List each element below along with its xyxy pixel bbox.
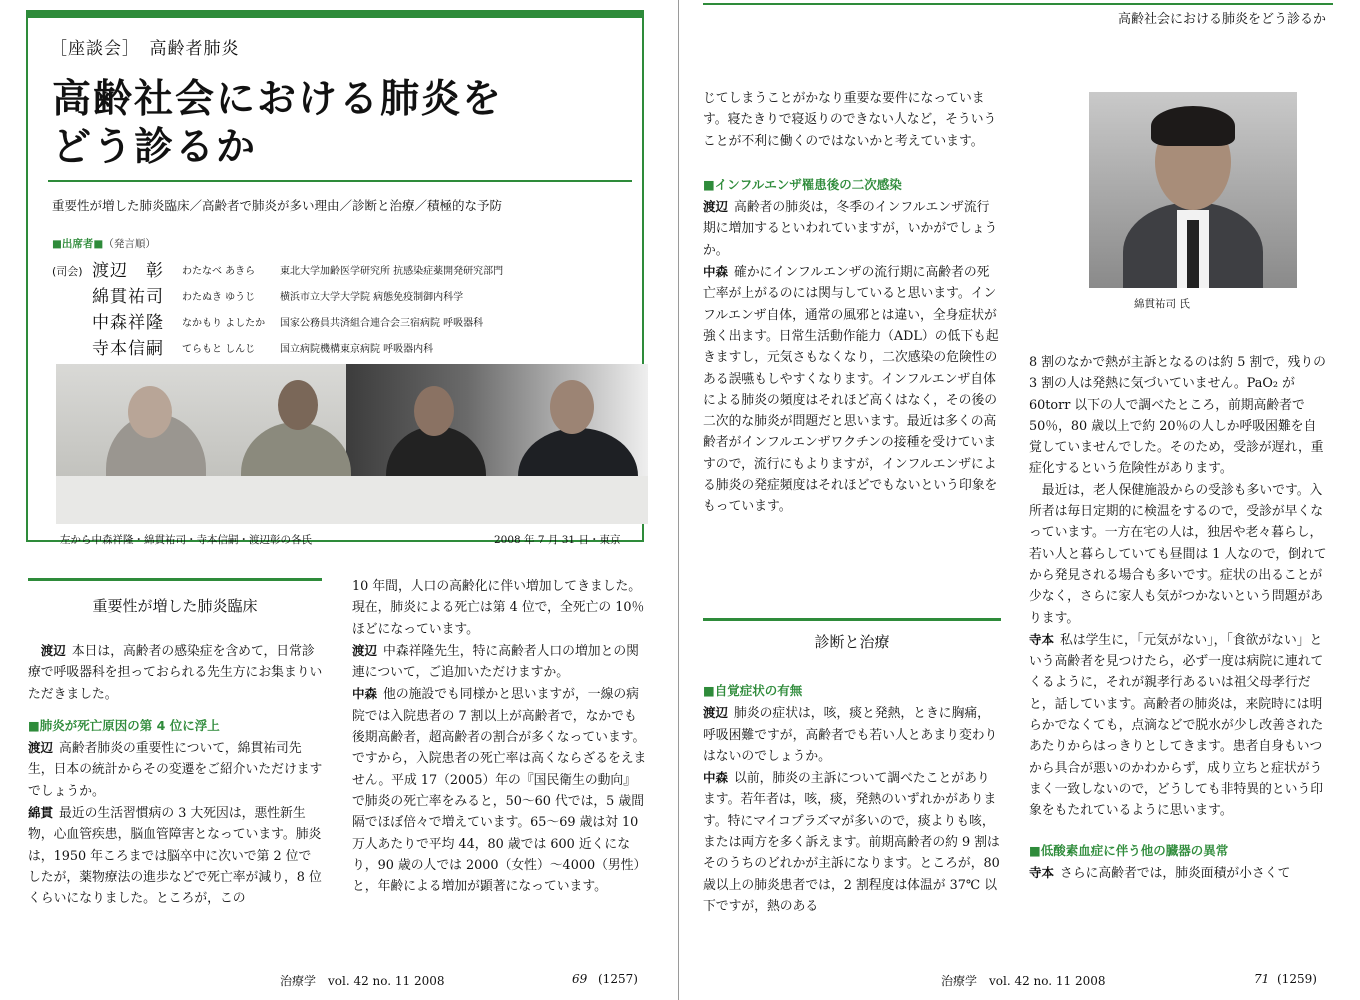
left-column-1 — [28, 640, 324, 910]
attendee-name: 中森祥隆 — [92, 313, 164, 333]
footer-total-page: (1259) — [1277, 972, 1317, 986]
paragraph-text: 他の施設でも同様かと思いますが，一線の病院では入院患者の 7 割以上が高齢者で，なかでも後期高齢者，超高齢者の割合が多くなっています。ですから，入院患者の死亡率は高くならざるをえません。平成 17（2005）年の『国民衛生の動向』で肺炎の死亡率をみると，50〜60 代では，5 歳間隔でほぼ倍々で増えています。65〜69 歳は対 10 万人あたりで平均 44，80 歳では 600 近くになり，90 歳の人では 2000（女性）〜4000（男性）と，年齢による増加が顕著になっています。 — [352, 687, 647, 895]
paragraph-text: 最近の生活習慣病の 3 大死因は，悪性新生物，心血管疾患，脳血管障害となっています。肺炎は，1950 年ころまでは脳卒中に次いで第 2 位でしたが，薬物療法の進歩などで死亡率が減り，8 位くらいになりました。ところが，この — [28, 806, 322, 907]
paragraph — [703, 767, 1001, 917]
paragraph-text: 本日は，高齢者の感染症を含めて，日常診療で呼吸器科を担っておられる先生方にお集まりいただきました。 — [28, 644, 323, 702]
paragraph — [28, 802, 324, 909]
attendee-row — [52, 334, 642, 360]
attendee-kana: てらもと しんじ — [182, 344, 256, 355]
section-heading-1: 重要性が増した肺炎臨床 — [28, 578, 322, 630]
paragraph — [703, 702, 1001, 767]
attendees-order: （発言順） — [103, 238, 156, 250]
title-rule — [48, 180, 632, 182]
portrait-tie — [1187, 220, 1199, 288]
speaker-label: 中森 — [352, 686, 378, 702]
footer-total-page: (1257) — [598, 972, 638, 986]
speaker-label: 渡辺 — [28, 740, 54, 756]
person-head — [550, 380, 594, 434]
speaker-label: 渡辺 — [703, 199, 729, 215]
footer-journal: 治療学 vol. 42 no. 11 2008 — [941, 974, 1106, 988]
person-head — [278, 380, 318, 430]
attendee-name: 寺本信嗣 — [92, 339, 164, 359]
right-page — [679, 0, 1360, 1000]
title-box — [26, 10, 644, 546]
speaker-label: 渡辺 — [40, 643, 66, 658]
subheading — [28, 715, 324, 737]
paragraph — [703, 261, 1001, 518]
attendee-name: 渡辺 彰 — [92, 261, 164, 281]
right-column-1b — [703, 680, 1001, 917]
subheading-text: ■低酸素血症に伴う他の臓器の異常 — [1029, 842, 1229, 858]
paragraph — [703, 88, 1001, 152]
portrait-caption: 綿貫祐司 氏 — [1134, 298, 1190, 310]
article-title — [52, 76, 612, 172]
footer-journal: 治療学 vol. 42 no. 11 2008 — [280, 974, 445, 988]
attendee-affiliation: 東北大学加齢医学研究所 抗感染症薬開発研究部門 — [280, 266, 504, 277]
attendee-affiliation: 横浜市立大学大学院 病態免疫制御内科学 — [280, 292, 464, 303]
paragraph — [1029, 352, 1329, 480]
paragraph — [28, 737, 324, 802]
subheading — [1029, 840, 1329, 862]
footer-page-number: 69 — [572, 972, 588, 986]
section-heading-2: 診断と治療 — [703, 618, 1001, 668]
attendee-row — [52, 308, 642, 334]
subheading-text: ■自覚症状の有無 — [703, 683, 803, 698]
speaker-label: 寺本 — [1029, 631, 1055, 647]
paragraph-text: 中森祥隆先生，特に高齢者人口の増加との関連について，ご追加いただけますか。 — [352, 643, 639, 681]
paragraph-text: 高齢者肺炎の重要性について，綿貫祐司先生，日本の統計からその変遷をご紹介いただけますでしょうか。 — [28, 741, 323, 799]
subheading — [703, 174, 1001, 196]
attendee-kana: わたぬき ゆうじ — [182, 292, 256, 303]
portrait-hair — [1151, 106, 1235, 146]
group-photo — [56, 364, 648, 524]
paragraph-text: 高齢者の肺炎は，冬季のインフルエンザ流行期に増加するといわれていますが，いかがでしょうか。 — [703, 200, 998, 258]
person-head — [128, 386, 172, 438]
footer-page-number: 71 — [1254, 972, 1270, 986]
person-head — [414, 386, 454, 436]
attendee-kana: わたなべ あきら — [182, 266, 256, 277]
title-line-1: 高齢社会における肺炎を — [52, 77, 504, 122]
speaker-label: 中森 — [703, 770, 729, 786]
paragraph — [352, 683, 648, 897]
subheading-text: ■インフルエンザ罹患後の二次感染 — [703, 176, 902, 192]
running-head-rule — [703, 3, 1333, 5]
attendee-name: 綿貫祐司 — [92, 287, 164, 307]
paragraph-text: 8 割のなかで熱が主訴となるのは約 5 割で，残りの 3 割の人は発熱に気づいていません。PaO₂ が 60torr 以下の人で調べたところ，前期高齢者で 50％，80 歳以上で約 20％の人しか呼吸困難を自覚していませんでした。そのため，受診が遅れ，重症化するという危険性があります。 — [1029, 355, 1326, 477]
paragraph — [703, 196, 1001, 261]
attendees-label-text: ■出席者■ — [52, 238, 104, 250]
paragraph-text: 私は学生に，「元気がない」，「食欲がない」という高齢者を見つけたら，必ず一度は病院に連れてくるように，それが親孝行あるいは祖父母孝行だと，話しています。高齢者の肺炎は，来院時には明らかでなくても，点滴などで脱水が少し改善されたあたりからはっきりとしてきます。患者自身もいつから具合が悪いのかわからず，成り立ちと症状がうまく一致しないので，どうしても非特異的という印象をもたれているように思います。 — [1029, 632, 1324, 819]
attendee-affiliation: 国立病院機構東京病院 呼吸器内科 — [280, 344, 434, 355]
running-head: 高齢社会における肺炎をどう診るか — [1118, 12, 1327, 27]
speaker-label: 渡辺 — [703, 705, 729, 721]
subheading — [703, 680, 1001, 702]
paragraph — [1029, 862, 1329, 884]
paragraph-text: じてしまうことがかなり重要な要件になっています。寝たきりで寝返りのできない人など，そういうことが不利に働くのではないかと考えています。 — [703, 91, 997, 149]
attendee-row — [52, 282, 642, 308]
paragraph — [1029, 480, 1329, 629]
photo-table — [56, 476, 648, 524]
paragraph-text: さらに高齢者では，肺炎面積が小さくて — [1060, 865, 1291, 881]
attendee-affiliation: 国家公務員共済組合連合会三宿病院 呼吸器科 — [280, 318, 484, 329]
left-page — [0, 0, 678, 1000]
right-column-1 — [703, 88, 1001, 518]
paragraph-text: 確かにインフルエンザの流行期に高齢者の死亡率が上がるのには関与していると思います。インフルエンザ自体，通常の風邪とは違い，全身症状が強く出ます。日常生活動作能力（ADL）の低下も起きますし，元気さもなくなり，二次感染の危険性のある誤嚥もしやすくなります。インフルエンザ自体による肺炎の頻度はそれほど高くはなく，その後の二次的な肺炎が問題だと思います。最近は多くの高齢者がインフルエンザワクチンの接種を受けていますので，流行にもよりますが，インフルエンザによる肺炎の発症頻度はそれほどでもないという印象をもっています。 — [703, 265, 999, 515]
attendee-role: (司会) — [52, 265, 83, 278]
photo-caption: 左から中森祥隆・綿貫祐司・寺本信嗣・渡辺彰の各氏 — [60, 534, 312, 546]
speaker-label: 中森 — [703, 264, 729, 280]
subheading-text: ■肺炎が死亡原因の第 4 位に浮上 — [28, 717, 220, 733]
subtitle: 重要性が増した肺炎臨床／高齢者で肺炎が多い理由／診断と治療／積極的な予防 — [52, 198, 503, 213]
speaker-label: 綿貫 — [28, 805, 54, 821]
speaker-label: 渡辺 — [352, 642, 378, 658]
left-column-2 — [352, 576, 648, 897]
paragraph-text: 以前，肺炎の主訴について調べたことがあります。若年者は，咳，痰，発熱のいずれかがあります。特にマイコプラズマが多いので，痰よりも咳，または両方を多く訴えます。前期高齢者の約 9 割はそのうちのどれかが主訴になります。ところが，80 歳以上の肺炎患者では，2 割程度は体温が 37℃ 以下ですが，熱のある — [703, 771, 1000, 914]
right-column-2 — [1029, 352, 1329, 884]
paragraph-text: 最近は，老人保健施設からの受診も多いです。入所者は毎日定期的に検温をするので，受診が早くなっています。一方在宅の人は，独居や老々暮らし，若い人と暮らしていても昼間は 1 人なので，倒れてから発見される場合も多いです。症状の出ることが少なく，さらに家人も気がつかないという問題があります。 — [1029, 482, 1327, 626]
paragraph — [352, 640, 648, 684]
attendees-label — [52, 236, 156, 251]
attendee-row — [52, 256, 642, 282]
kicker: ［座談会］ 高齢者肺炎 — [50, 39, 240, 59]
paragraph — [28, 640, 324, 705]
paragraph-text: 肺炎の症状は，咳，痰と発熱，ときに胸痛，呼吸困難ですが，高齢者でも若い人とあまり変わりはないのでしょうか。 — [703, 706, 998, 764]
speaker-label: 寺本 — [1029, 864, 1055, 880]
paragraph-text: 10 年間，人口の高齢化に伴い増加してきました。現在，肺炎による死亡は第 4 位で，全死亡の 10％ほどになっています。 — [352, 579, 645, 637]
paragraph — [1029, 629, 1329, 822]
paragraph — [352, 576, 648, 640]
title-line-2: どう診るか — [52, 125, 258, 170]
photo-date: 2008 年 7 月 31 日・東京 — [494, 534, 621, 546]
attendee-kana: なかもり よしたか — [182, 318, 266, 329]
portrait-photo — [1089, 92, 1297, 288]
